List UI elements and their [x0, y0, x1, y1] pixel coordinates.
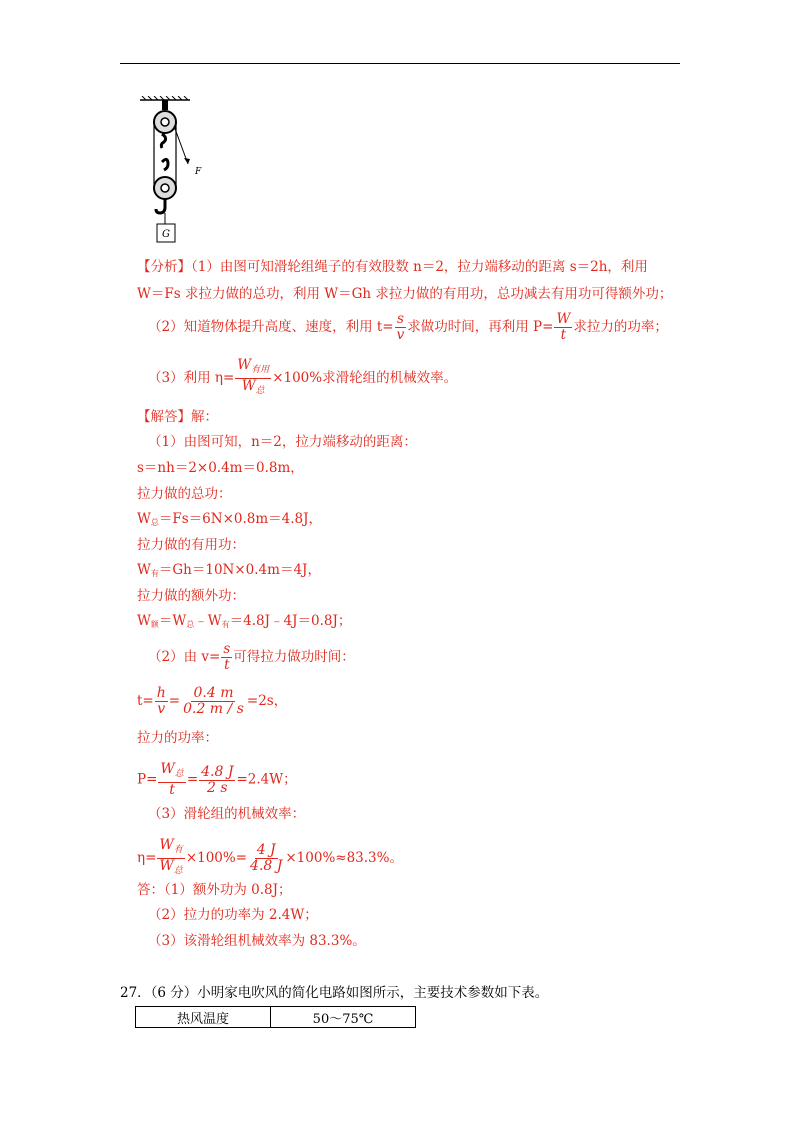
solution-p6: W有＝Gh＝10N×0.4m＝4J， — [137, 562, 321, 578]
solution-p4: W总＝Fs＝6N×0.8m＝4.8J， — [137, 511, 323, 527]
weight-label: G — [162, 229, 170, 240]
analysis-line-3: （2）知道物体提升高度、速度，利用 t= $\frac{s}{v}$ 求做功时间，再利用 P= $\frac{W}{t}$ 求拉力的功率； — [148, 311, 668, 343]
solution-p12: P= $\frac{W_总}{t}$ = $\frac{4.8 J}{2 s}$ =2.4W； — [137, 761, 297, 798]
solution-p9: （2）由 v= $\frac{s}{t}$ 可得拉力做功时间： — [148, 641, 355, 673]
solution-p14: η= $\frac{W_有}{W_总}$ ×100%= $\frac{4 J}{4.8 J}$ ×100%≈83.3%。 — [137, 837, 403, 876]
solution-p11: 拉力的功率： — [137, 730, 218, 746]
param-label: 热风温度 — [136, 1007, 271, 1028]
answer-line-1: 答：（1）额外功为 0.8J； — [137, 882, 292, 898]
question-27: 27．（6 分）小明家电吹风的简化电路如图所示，主要技术参数如下表。 — [120, 985, 549, 1001]
analysis-line-1: 【分析】（1）由图可知滑轮组绳子的有效股数 n＝2，拉力端移动的距离 s＝2h，利用 — [137, 259, 648, 275]
header-rule — [120, 63, 680, 64]
table-row — [136, 1007, 416, 1028]
solution-p10: t= $\frac{h}{v}$ = $\frac{0.4 m}{0.2 m / s}$ =2s， — [137, 685, 288, 717]
solution-tag-line: 【解答】解： — [137, 409, 218, 425]
solution-p5: 拉力做的有用功： — [137, 537, 245, 553]
solution-p8: W额＝W总﹣W有＝4.8J﹣4J＝0.8J； — [137, 613, 352, 629]
analysis-tag: 【分析】 — [137, 259, 191, 275]
solution-p7: 拉力做的额外功： — [137, 588, 245, 604]
answer-line-3: （3）该滑轮组机械效率为 83.3%。 — [148, 933, 366, 949]
pulley-diagram — [138, 96, 218, 251]
param-value: 50～75℃ — [271, 1007, 416, 1028]
analysis-line-2: W＝Fs 求拉力做的总功，利用 W＝Gh 求拉力做的有用功，总功减去有用功可得额外功； — [137, 286, 673, 302]
parameter-table — [135, 1006, 416, 1028]
solution-p2: s＝nh＝2×0.4m＝0.8m， — [137, 460, 304, 476]
force-label: F — [195, 167, 202, 177]
solution-p1: （1）由图可知，n＝2，拉力端移动的距离： — [148, 434, 417, 450]
analysis-line-4: （3）利用 η= $\frac{W_{有用}}{W_总}$ ×100%求滑轮组的机械效率。 — [148, 357, 458, 396]
solution-p13: （3）滑轮组的机械效率： — [148, 806, 306, 822]
answer-line-2: （2）拉力的功率为 2.4W； — [148, 907, 318, 923]
solution-p3: 拉力做的总功： — [137, 486, 232, 502]
